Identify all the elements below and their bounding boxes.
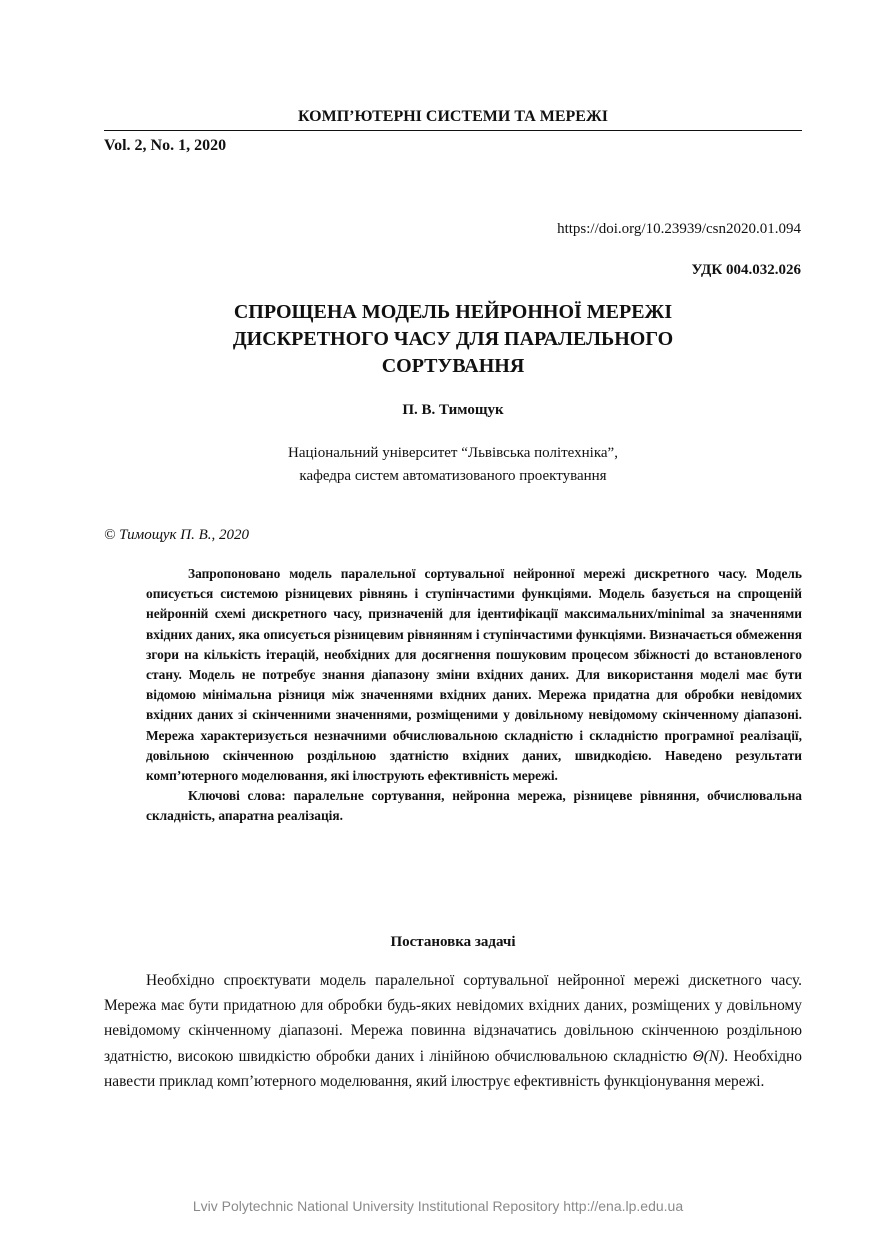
affiliation <box>104 442 802 488</box>
body-text-end: . Необхідно навести приклад комп’ютерного моделювання, який ілюструє ефективність функціонування мережі. <box>104 1047 802 1090</box>
affiliation-line: кафедра систем автоматизованого проектування <box>299 468 607 484</box>
affiliation-line: Національний університет “Львівська політехніка”, <box>288 445 618 461</box>
repository-footer[interactable]: Lviv Polytechnic National University Institutional Repository http://ena.lp.edu.ua <box>192 1198 684 1214</box>
doi-link[interactable]: https://doi.org/10.23939/csn2020.01.094 <box>557 221 801 237</box>
section-body <box>104 968 802 1094</box>
volume-info: Vol. 2, No. 1, 2020 <box>104 137 227 154</box>
section-heading: Постановка задачі <box>390 934 516 950</box>
title-line: ДИСКРЕТНОГО ЧАСУ ДЛЯ ПАРАЛЕЛЬНОГО <box>232 328 674 350</box>
abstract-text: Запропоновано модель паралельної сортувальної нейронної мережі дискретного часу. Модель описується системою різницевих рівнянь і ступінчастими функціями. Модель базується на спрощеній нейронній схемі дискретного часу, призначеній для ідентифікації максимальних/minimal за значеннями вхідних даних, яка описується різницевим рівнянням і ступінчастими функціями. Визначається обмеження згори на кількість ітерацій, необхідних для досягнення пошуковим процесом збіжності до встановленого стану. Модель не потребує знання діапазону зміни вхідних даних. Для використання моделі має бути відомою мінімальна різниця між значеннями вхідних даних. Мережа придатна для обробки невідомих вхідних даних зі скінченними значеннями, розміщеними у довільному невідомому скінченному діапазоні. Мережа характеризується незначними обчислювальною складністю і складністю програмної реалізації, довільною скінченною роздільною здатністю вхідних даних, швидкодією. Наведено результати комп’ютерного моделювання, які ілюструють ефективність мережі. <box>146 566 802 784</box>
article-title <box>104 299 802 380</box>
body-text-start: Необхідно спроєктувати модель паралельної сортувальної нейронної мережі дискетного часу. Мережа має бути придатною для обробки будь-яких невідомих вхідних даних, розміщених у довільному невідомому скінченному діапазоні. Мережа повинна відзначатись довільною скінченною роздільною здатністю, високою швидкістю обробки даних і лінійною обчислювальною складністю <box>104 972 802 1065</box>
title-line: СПРОЩЕНА МОДЕЛЬ НЕЙРОННОЇ МЕРЕЖІ <box>233 301 673 323</box>
abstract-block <box>146 564 802 827</box>
header-divider <box>104 130 802 131</box>
copyright-notice: © Тимощук П. В., 2020 <box>104 527 249 543</box>
body-paragraph <box>104 968 802 1094</box>
complexity-formula: Θ(N) <box>692 1047 725 1065</box>
journal-name: КОМП’ЮТЕРНІ СИСТЕМИ ТА МЕРЕЖІ <box>297 108 609 125</box>
author-name: П. В. Тимощук <box>402 402 504 418</box>
title-line: СОРТУВАННЯ <box>381 355 525 377</box>
keywords: Ключові слова: паралельне сортування, нейронна мережа, різницеве рівняння, обчислювальна складність, апаратна реалізація. <box>146 788 802 824</box>
udc-code: УДК 004.032.026 <box>691 262 801 278</box>
